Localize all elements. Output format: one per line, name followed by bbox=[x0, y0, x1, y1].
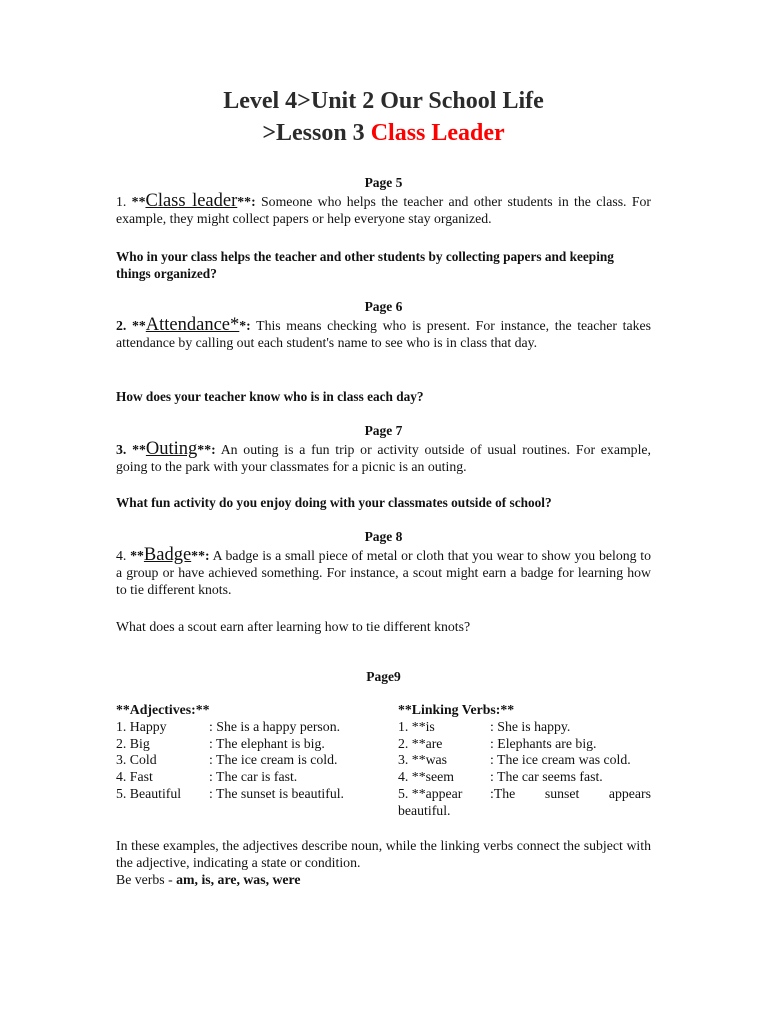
linking-verbs-heading: **Linking Verbs:** bbox=[398, 702, 515, 717]
vocab-term: Outing bbox=[145, 439, 198, 459]
adjectives-heading: **Adjectives:** bbox=[116, 702, 210, 717]
question: What does a scout earn after learning how to tie different knots? bbox=[116, 619, 471, 634]
list-item: 4. **seem : The car seems fast. bbox=[398, 769, 603, 785]
vocab-term: Class leader bbox=[145, 191, 238, 211]
page-label: Page 8 bbox=[364, 529, 403, 544]
linking-verbs-list bbox=[398, 702, 651, 820]
list-item-continuation: beautiful. bbox=[398, 802, 451, 818]
document-title-line1: Level 4>Unit 2 Our School Life bbox=[223, 88, 544, 114]
page-label: Page9 bbox=[366, 669, 401, 684]
lesson-title-highlight: Class Leader bbox=[370, 120, 505, 146]
be-verbs-line: Be verbs - am, is, are, was, were bbox=[116, 872, 301, 887]
vocab-term: Attendance* bbox=[145, 315, 240, 335]
vocab-definition: 4. **Badge**: A badge is a small piece of metal or cloth that you wear to show you belong to a group or have achieved something. For instance, a scout might earn a badge for learning how to tie different knots. bbox=[116, 545, 651, 597]
page-label: Page 5 bbox=[364, 175, 403, 190]
be-verbs-list: am, is, are, was, were bbox=[176, 872, 301, 887]
vocab-definition: 2. **Attendance**: This means checking who is present. For instance, the teacher takes attendance by calling out each student's name to see who is in class that day. bbox=[116, 315, 651, 350]
list-item: 5. Beautiful : The sunset is beautiful. bbox=[116, 785, 345, 801]
vocab-definition: 1. **Class leader**: Someone who helps the teacher and other students in the class. For example, they might collect papers or help everyone stay organized. bbox=[116, 191, 651, 226]
list-item: 1. **is : She is happy. bbox=[398, 718, 571, 734]
question: Who in your class helps the teacher and other students by collecting papers and keeping things organized? bbox=[116, 249, 614, 281]
page-label: Page 6 bbox=[364, 299, 403, 314]
list-item: 2. Big : The elephant is big. bbox=[116, 735, 325, 751]
list-item: 3. Cold : The ice cream is cold. bbox=[116, 752, 338, 768]
page-label: Page 7 bbox=[364, 423, 403, 438]
question: What fun activity do you enjoy doing with your classmates outside of school? bbox=[116, 495, 552, 510]
document-title-line2 bbox=[116, 120, 651, 147]
lesson-prefix: >Lesson 3 bbox=[262, 120, 371, 146]
list-item: 5. **appear :The sunset appears bbox=[398, 785, 651, 801]
list-item: 4. Fast : The car is fast. bbox=[116, 769, 298, 785]
vocab-definition: 3. **Outing**: An outing is a fun trip or activity outside of usual routines. For example, going to the park with your classmates for a picnic is an outing. bbox=[116, 439, 651, 474]
list-item: 3. **was : The ice cream was cold. bbox=[398, 752, 631, 768]
summary-paragraph: In these examples, the adjectives describe noun, while the linking verbs connect the subject with the adjective, indicating a state or condition. bbox=[116, 838, 651, 870]
vocab-term: Badge bbox=[143, 545, 192, 565]
adjectives-list bbox=[116, 702, 376, 803]
question: How does your teacher know who is in class each day? bbox=[116, 389, 424, 404]
list-item: 1. Happy : She is a happy person. bbox=[116, 718, 341, 734]
list-item: 2. **are : Elephants are big. bbox=[398, 735, 597, 751]
